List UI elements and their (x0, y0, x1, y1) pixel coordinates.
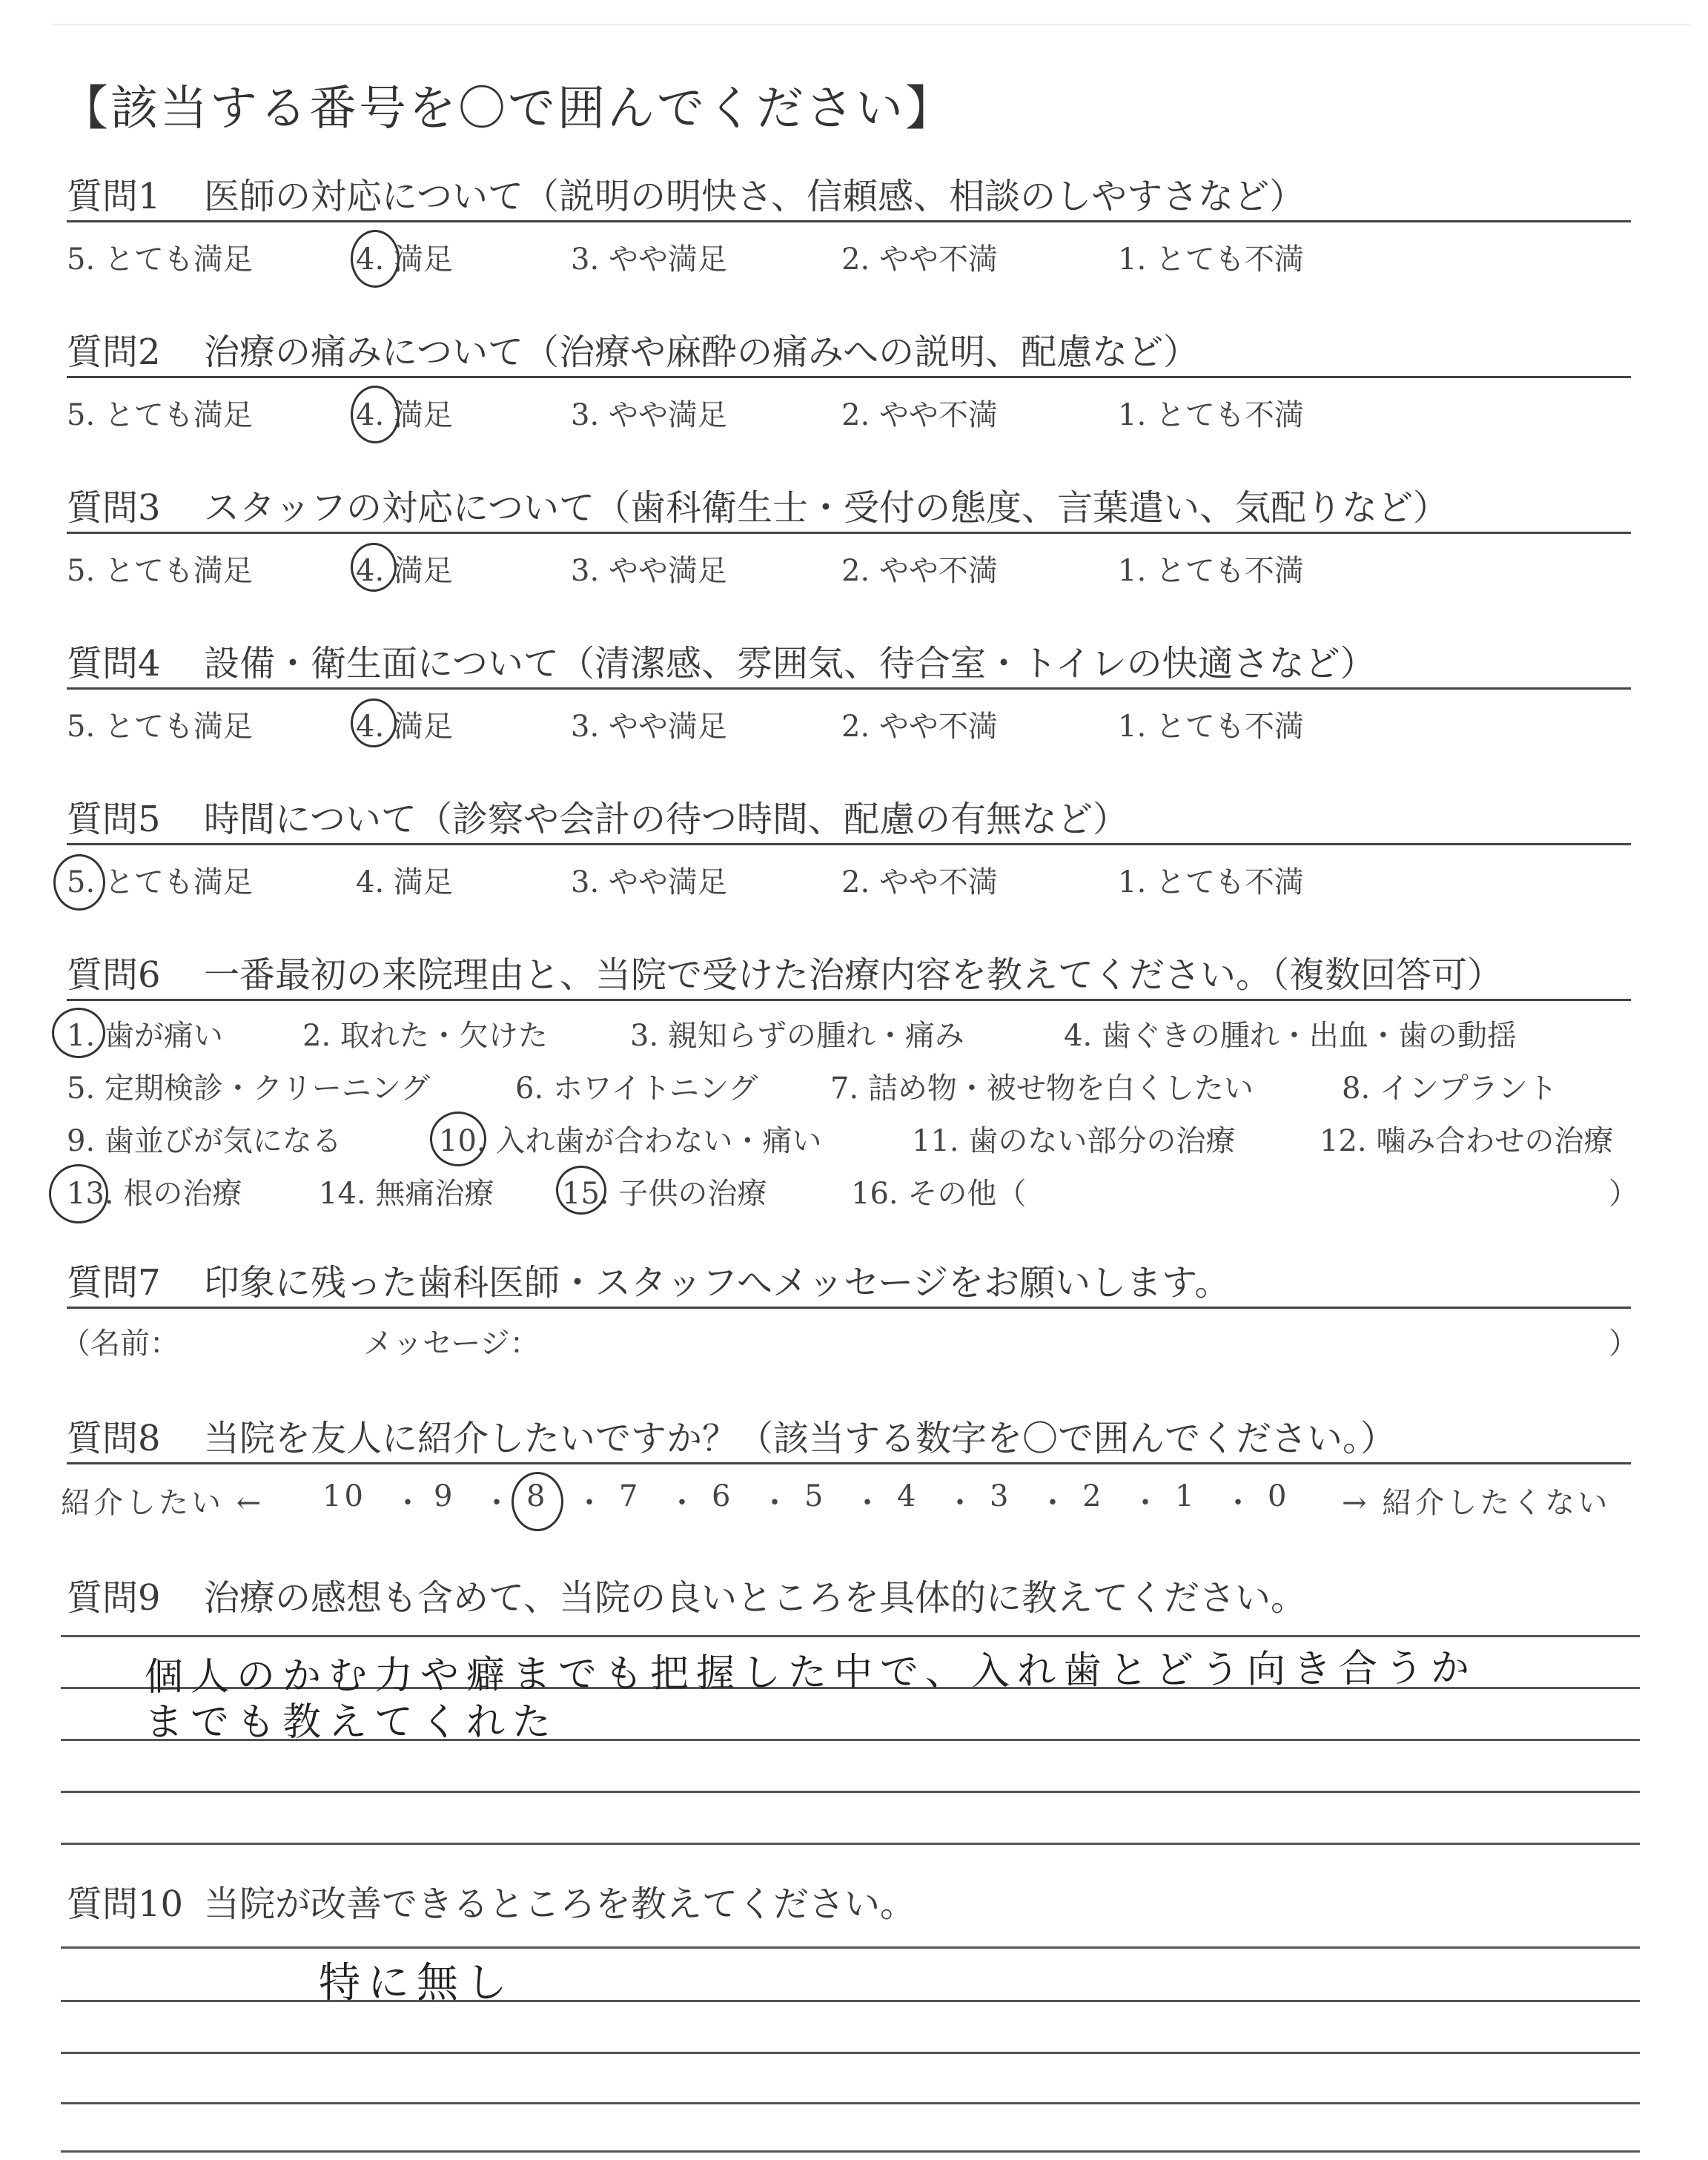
rating-option-3[interactable]: 3. やや満足 (571, 398, 727, 432)
rating-option-1[interactable]: 1. とても不満 (1118, 865, 1304, 899)
rating-option-3[interactable]: 3. やや満足 (571, 242, 727, 277)
answer-line (61, 2000, 1640, 2002)
question-number: 質問8 (67, 1418, 161, 1459)
selected-answer-circle (351, 386, 400, 443)
selected-answer-circle (351, 543, 397, 592)
question-6-options-row-2 (67, 1065, 1638, 1106)
question-7-heading (67, 1261, 1631, 1309)
rating-option-4[interactable]: 4. 満足 (356, 865, 453, 899)
scale-separator: ・ (1223, 1486, 1256, 1520)
scale-separator: ・ (945, 1486, 978, 1520)
question-5-heading (67, 797, 1631, 845)
question-number: 質問6 (67, 954, 161, 996)
question-text: 当院を友人に紹介したいですか？（該当する数字を〇で囲んでください。） (204, 1418, 1397, 1459)
reason-option-9[interactable]: 9. 歯並びが気になる (67, 1124, 342, 1158)
question-number: 質問7 (67, 1262, 161, 1304)
rating-option-5[interactable]: 5. とても満足 (67, 865, 253, 899)
rating-option-2[interactable]: 2. やや不満 (841, 398, 998, 432)
reason-option-15[interactable]: 15. 子供の治療 (562, 1177, 767, 1211)
scale-value-3[interactable]: 3 (990, 1479, 1012, 1513)
reason-option-2[interactable]: 2. 取れた・欠けた (302, 1019, 548, 1053)
reason-option-13[interactable]: 13. 根の治療 (67, 1177, 242, 1211)
selected-answer-circle (351, 698, 397, 747)
scale-separator: ・ (1131, 1486, 1163, 1520)
reason-option-4[interactable]: 4. 歯ぐきの腫れ・出血・歯の動揺 (1064, 1019, 1517, 1053)
handwritten-answer-line-2: までも教えてくれた (145, 1700, 559, 1745)
scale-value-8[interactable]: 8 (526, 1479, 549, 1513)
rating-option-3[interactable]: 3. やや満足 (571, 865, 727, 899)
scale-value-7[interactable]: 7 (619, 1479, 641, 1513)
question-8-heading (67, 1416, 1631, 1464)
question-5-options (67, 859, 1638, 900)
question-number: 質問9 (67, 1577, 161, 1619)
reason-option-12[interactable]: 12. 噛み合わせの治療 (1320, 1124, 1614, 1158)
selected-answer-circle (53, 854, 105, 911)
rating-option-3[interactable]: 3. やや満足 (571, 710, 727, 744)
answer-line (61, 2052, 1640, 2054)
reason-option-16[interactable]: 16. その他（ (851, 1177, 1027, 1211)
reason-option-3[interactable]: 3. 親知らずの腫れ・痛み (630, 1019, 964, 1053)
question-6-options-row-1 (67, 1012, 1638, 1054)
scale-value-2[interactable]: 2 (1082, 1479, 1105, 1513)
rating-option-5[interactable]: 5. とても満足 (67, 710, 253, 744)
question-7-fields (61, 1320, 1638, 1361)
question-1-heading (67, 174, 1631, 222)
question-3-options (67, 547, 1638, 589)
message-field-label[interactable]: メッセージ： (363, 1327, 540, 1361)
selected-answer-circle (430, 1112, 486, 1166)
reason-option-1[interactable]: 1. 歯が痛い (67, 1019, 223, 1053)
handwritten-improvement-answer: 特に無し (319, 1959, 514, 2007)
rating-option-4[interactable]: 4. 満足 (356, 398, 453, 432)
scale-value-4[interactable]: 4 (897, 1479, 919, 1513)
rating-option-4[interactable]: 4. 満足 (356, 554, 453, 588)
question-number: 質問4 (67, 643, 161, 684)
scale-separator: ・ (667, 1486, 700, 1520)
question-number: 質問5 (67, 799, 161, 840)
answer-line (61, 2150, 1640, 2153)
name-field-label[interactable]: （名前： (61, 1327, 179, 1361)
scale-value-9[interactable]: 9 (434, 1479, 456, 1513)
rating-option-2[interactable]: 2. やや不満 (841, 710, 998, 744)
reason-option-11[interactable]: 11. 歯のない部分の治療 (912, 1124, 1236, 1158)
rating-option-5[interactable]: 5. とても満足 (67, 398, 253, 432)
reason-option-7[interactable]: 7. 詰め物・被せ物を白くしたい (830, 1071, 1254, 1106)
scale-right-label: → 紹介したくない (1342, 1486, 1611, 1520)
selected-answer-circle (49, 1164, 108, 1223)
rating-option-1[interactable]: 1. とても不満 (1118, 710, 1304, 744)
rating-option-2[interactable]: 2. やや不満 (841, 554, 998, 588)
rating-option-1[interactable]: 1. とても不満 (1118, 242, 1304, 277)
question-2-heading (67, 330, 1631, 378)
question-number: 質問1 (67, 176, 161, 217)
scale-value-10[interactable]: 10 (322, 1479, 366, 1513)
selected-answer-circle (512, 1472, 563, 1531)
scale-value-5[interactable]: 5 (804, 1479, 827, 1513)
message-close-paren: ） (1609, 1327, 1638, 1361)
question-text: スタッフの対応について（歯科衛生士・受付の態度、言葉遣い、気配りなど） (204, 487, 1449, 529)
question-10-heading (67, 1882, 1631, 1928)
scale-separator: ・ (760, 1486, 792, 1520)
question-6-heading (67, 953, 1631, 1001)
question-9-heading (67, 1576, 1631, 1622)
question-1-options (67, 236, 1638, 277)
question-text: 一番最初の来院理由と、当院で受けた治療内容を教えてください。（複数回答可） (204, 954, 1503, 996)
question-number: 質問3 (67, 487, 161, 529)
question-2-options (67, 392, 1638, 433)
recommend-scale (61, 1479, 1638, 1521)
question-6-options-row-4 (67, 1170, 1638, 1212)
scale-left-label: 紹介したい ← (61, 1486, 265, 1520)
question-text: 治療の痛みについて（治療や麻酔の痛みへの説明、配慮など） (204, 331, 1199, 373)
handwritten-answer-line-1: 個人のかむ力や癖までも把握した中で、入れ歯とどう向き合うか (144, 1645, 1477, 1700)
question-number: 質問10 (67, 1883, 184, 1925)
reason-option-6[interactable]: 6. ホワイトニング (515, 1071, 758, 1106)
rating-option-2[interactable]: 2. やや不満 (841, 865, 998, 899)
answer-line (61, 1946, 1640, 1949)
selected-answer-circle (351, 230, 400, 288)
question-text: 治療の感想も含めて、当院の良いところを具体的に教えてください。 (204, 1577, 1307, 1619)
question-text: 印象に残った歯科医師・スタッフへメッセージをお願いします。 (204, 1262, 1231, 1304)
reason-option-14[interactable]: 14. 無痛治療 (319, 1177, 494, 1211)
question-text: 医師の対応について（説明の明快さ、信頼感、相談のしやすさなど） (204, 176, 1305, 217)
scale-separator: ・ (393, 1486, 426, 1520)
question-3-heading (67, 486, 1631, 534)
scale-separator: ・ (853, 1486, 885, 1520)
answer-line (61, 2102, 1640, 2104)
selected-answer-circle (52, 1008, 105, 1058)
reason-option-10[interactable]: 10. 入れ歯が合わない・痛い (439, 1124, 822, 1158)
rating-option-1[interactable]: 1. とても不満 (1118, 398, 1304, 432)
answer-line (61, 1843, 1640, 1845)
scale-separator: ・ (482, 1486, 514, 1520)
scale-separator: ・ (1038, 1486, 1070, 1520)
reason-option-5[interactable]: 5. 定期検診・クリーニング (67, 1071, 431, 1106)
question-4-heading (67, 641, 1631, 690)
answer-line (61, 1791, 1640, 1793)
rating-option-1[interactable]: 1. とても不満 (1118, 554, 1304, 588)
question-number: 質問2 (67, 331, 161, 373)
page-title: 【該当する番号を〇で囲んでください】 (61, 82, 955, 136)
rating-option-4[interactable]: 4. 満足 (356, 242, 453, 277)
rating-option-5[interactable]: 5. とても満足 (67, 242, 253, 277)
scale-value-0[interactable]: 0 (1268, 1479, 1290, 1513)
question-text: 当院が改善できるところを教えてください。 (204, 1883, 916, 1925)
selected-answer-circle (556, 1166, 606, 1215)
rating-option-3[interactable]: 3. やや満足 (571, 554, 727, 588)
question-6-options-row-3 (67, 1117, 1638, 1159)
reason-option-8[interactable]: 8. インプラント (1342, 1071, 1558, 1106)
question-text: 設備・衛生面について（清潔感、雰囲気、待合室・トイレの快適さなど） (204, 643, 1376, 684)
question-4-options (67, 703, 1638, 744)
rating-option-5[interactable]: 5. とても満足 (67, 554, 253, 588)
scale-value-6[interactable]: 6 (712, 1479, 734, 1513)
scan-edge-line (52, 24, 1690, 25)
other-close-paren: ） (1609, 1177, 1638, 1211)
question-text: 時間について（診察や会計の待つ時間、配慮の有無など） (204, 799, 1129, 840)
scale-separator: ・ (575, 1486, 607, 1520)
rating-option-4[interactable]: 4. 満足 (356, 710, 453, 744)
scale-value-1[interactable]: 1 (1175, 1479, 1197, 1513)
rating-option-2[interactable]: 2. やや不満 (841, 242, 998, 277)
